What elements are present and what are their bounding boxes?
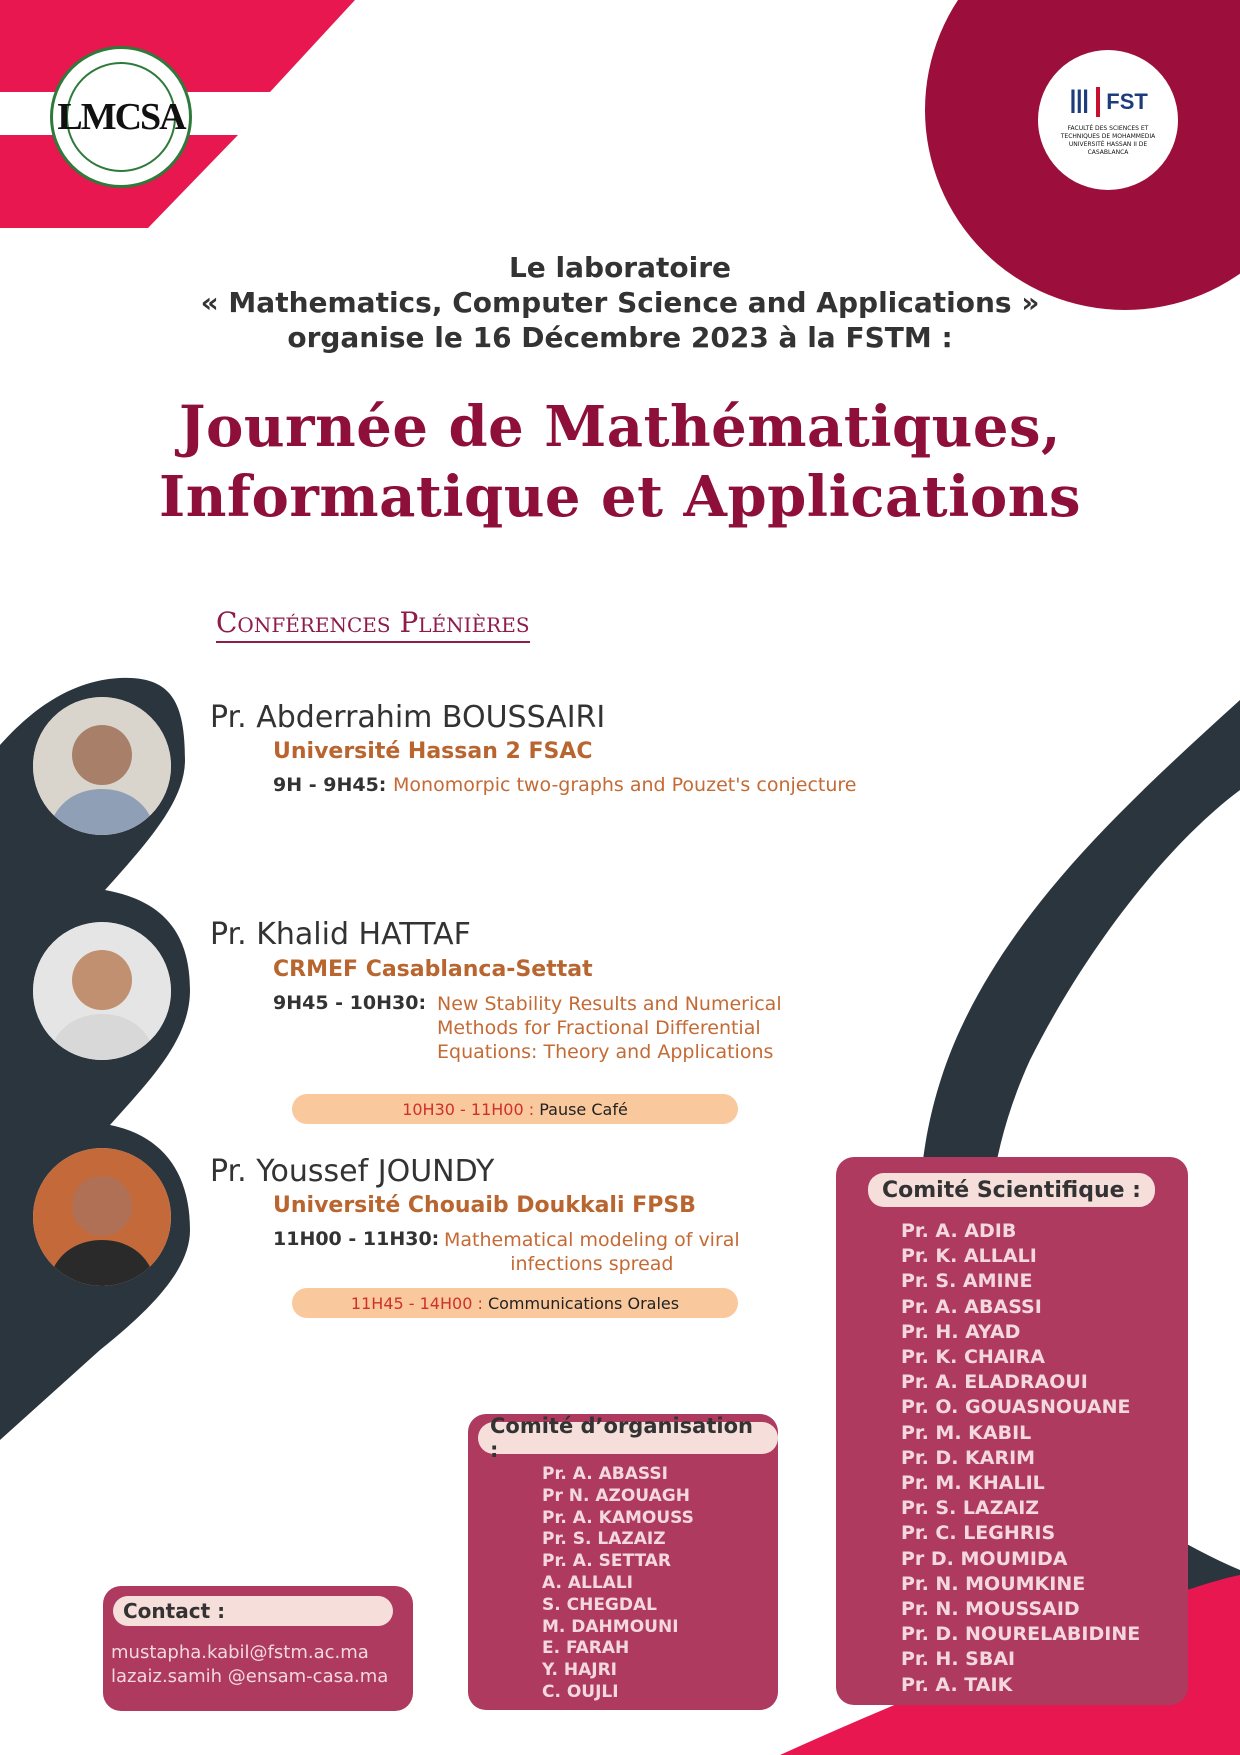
contact-box (103, 1586, 413, 1711)
cs-member: Pr D. MOUMIDA (901, 1547, 1068, 1570)
co-member: A. ALLALI (542, 1572, 633, 1593)
break-2-label: Communications Orales (487, 1293, 680, 1313)
break-1-time: 10H30 - 11H00 : (402, 1099, 535, 1119)
speaker-1-name: Pr. Abderrahim BOUSSAIRI (210, 700, 606, 735)
fst-logo-caption: FACULTÉ DES SCIENCES ET TECHNIQUES DE MOHAMMEDIA UNIVERSITÉ HASSAN II DE CASABLANCA (1060, 125, 1156, 156)
speaker-2-affiliation: CRMEF Casablanca-Settat (273, 957, 593, 982)
cs-member: Pr. M. KHALIL (901, 1472, 1045, 1495)
contact-title: Contact : (113, 1596, 393, 1626)
co-member: Y. HAJRI (542, 1660, 617, 1681)
speaker-2-time: 9H45 - 10H30: (273, 992, 427, 1014)
co-member: M. DAHMOUNI (542, 1616, 679, 1637)
cs-member: Pr. K. CHAIRA (901, 1346, 1045, 1369)
fst-logo (1038, 50, 1178, 190)
break-pause-cafe (292, 1094, 738, 1124)
event-title-line-1: Journée de Mathématiques, (178, 394, 1061, 460)
lmcsa-logo (50, 46, 192, 188)
comite-scientifique-box (836, 1157, 1188, 1705)
speaker-photo-1 (33, 697, 171, 835)
speaker-3-affiliation: Université Chouaib Doukkali FPSB (273, 1193, 696, 1218)
intro-line-2: « Mathematics, Computer Science and Applications » (200, 286, 1040, 319)
comite-scientifique-list (901, 1219, 1140, 1698)
speaker-1-talk-title: Monomorpic two-graphs and Pouzet's conjecture (393, 774, 857, 796)
co-member: Pr. A. KAMOUSS (542, 1507, 694, 1528)
speaker-3-name: Pr. Youssef JOUNDY (210, 1154, 495, 1189)
speaker-photo-3 (33, 1148, 171, 1286)
event-title-line-2: Informatique et Applications (159, 464, 1081, 530)
co-member: Pr. S. LAZAIZ (542, 1529, 666, 1550)
speaker-photo-2 (33, 922, 171, 1060)
cs-member: Pr. S. AMINE (901, 1270, 1033, 1293)
cs-member: Pr. N. MOUMKINE (901, 1572, 1086, 1595)
cs-member: Pr. A. ABASSI (901, 1295, 1042, 1318)
event-title (0, 392, 1240, 532)
comite-organisation-title: Comité d’organisation : (478, 1422, 778, 1454)
comite-scientifique-title: Comité Scientifique : (868, 1173, 1155, 1207)
speaker-1-time: 9H - 9H45: (273, 774, 387, 796)
contact-email-1[interactable]: mustapha.kabil@fstm.ac.ma (111, 1642, 369, 1663)
co-member: C. OUJLI (542, 1681, 619, 1702)
co-member: S. CHEGDAL (542, 1594, 657, 1615)
cs-member: Pr. A. ADIB (901, 1220, 1017, 1242)
cs-member: Pr. M. KABIL (901, 1421, 1032, 1444)
co-member: E. FARAH (542, 1638, 630, 1659)
cs-member: Pr. C. LEGHRIS (901, 1522, 1056, 1545)
comite-organisation-box (468, 1414, 778, 1710)
cs-member: Pr. O. GOUASNOUANE (901, 1396, 1131, 1419)
intro-line-1: Le laboratoire (508, 251, 732, 284)
cs-member: Pr. S. LAZAIZ (901, 1497, 1040, 1520)
break-2-time: 11H45 - 14H00 : (350, 1293, 483, 1313)
co-member: Pr. A. ABASSI (542, 1464, 668, 1484)
fst-logo-text: FST (1106, 89, 1148, 114)
section-title: Conférences Plénières (216, 606, 530, 643)
comite-organisation-list (542, 1464, 694, 1704)
break-1-label: Pause Café (539, 1099, 628, 1119)
speaker-1-talk (273, 774, 856, 796)
speaker-3-talk-title: Mathematical modeling of viral infections spread (444, 1229, 740, 1275)
cs-member: Pr. N. MOUSSAID (901, 1598, 1080, 1621)
cs-member: Pr. D. KARIM (901, 1446, 1036, 1469)
uh2c-mark-icon: Ⅲ (1068, 84, 1091, 120)
cs-member: Pr. H. AYAD (901, 1320, 1021, 1343)
co-member: Pr. A. SETTAR (542, 1551, 672, 1572)
co-member: Pr N. AZOUAGH (542, 1485, 690, 1506)
speaker-2-talk-title: New Stability Results and Numerical Methods for Fractional Differential Equations: Theory and Applications (437, 993, 782, 1063)
contact-emails (111, 1641, 388, 1689)
break-communications (292, 1288, 738, 1318)
cs-member: Pr. D. NOURELABIDINE (901, 1623, 1141, 1646)
cs-member: Pr. A. ELADRAOUI (901, 1371, 1088, 1394)
contact-email-2[interactable]: lazaiz.samih @ensam-casa.ma (111, 1666, 389, 1687)
speaker-3-time: 11H00 - 11H30: (273, 1228, 440, 1250)
cs-member: Pr. A. TAIK (901, 1673, 1013, 1696)
speaker-1-affiliation: Université Hassan 2 FSAC (273, 739, 593, 764)
lmcsa-logo-text: LMCSA (57, 96, 185, 138)
cs-member: Pr. K. ALLALI (901, 1245, 1037, 1268)
cs-member: Pr. H. SBAI (901, 1648, 1016, 1671)
speaker-2-name: Pr. Khalid HATTAF (210, 917, 471, 952)
intro-text (0, 250, 1240, 355)
intro-line-3: organise le 16 Décembre 2023 à la FSTM : (287, 321, 953, 354)
